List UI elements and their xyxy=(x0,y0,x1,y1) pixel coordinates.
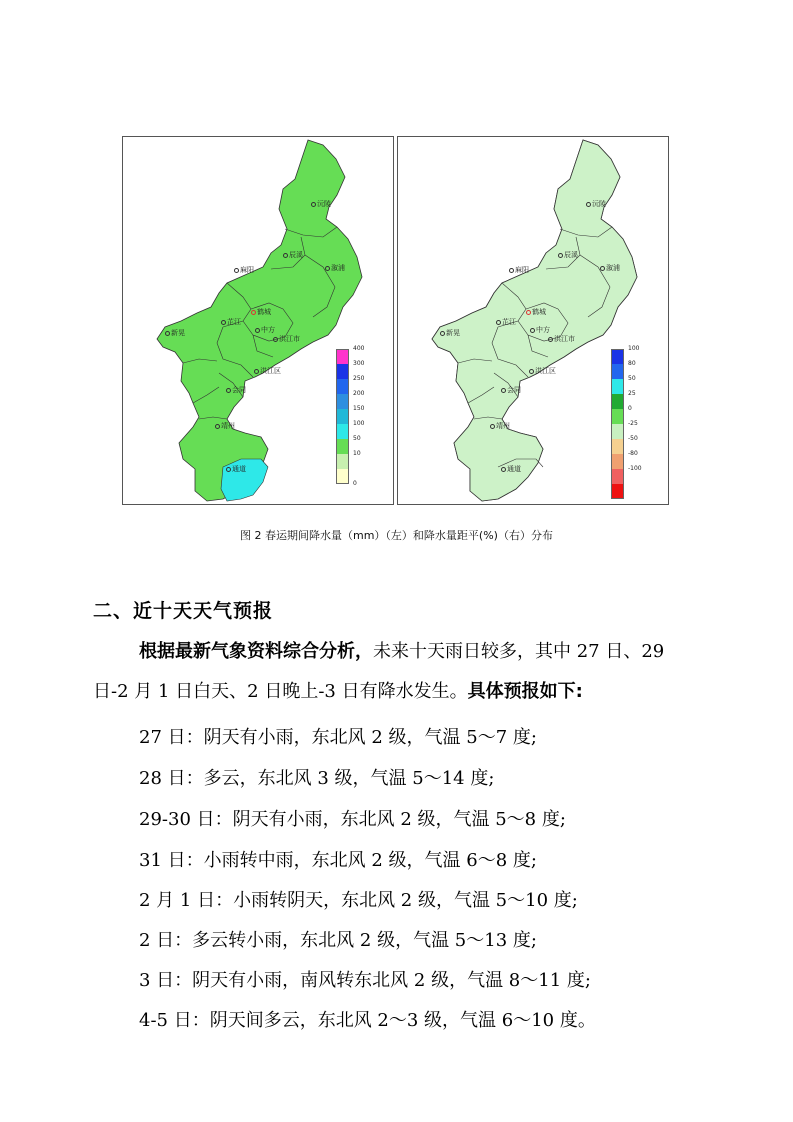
anomaly-legend-label: -100 xyxy=(628,465,642,472)
city-label-hecheng: 鹤城 xyxy=(251,307,271,317)
precipitation-legend-label: 100 xyxy=(353,420,365,427)
city-label-yuanling: 沅陵 xyxy=(311,199,331,209)
anomaly-legend-swatch xyxy=(611,439,624,454)
precipitation-legend-swatch xyxy=(336,379,349,394)
city-label-huitong: 会同 xyxy=(226,385,246,395)
city-label-hongjiangshi: 洪江市 xyxy=(273,334,300,344)
forecast-line: 3 日：阴天有小雨，南风转东北风 2 级，气温 8～11 度; xyxy=(139,970,591,991)
city-label-xinhuang-right: 新晃 xyxy=(440,328,460,338)
precipitation-legend-swatch xyxy=(336,424,349,439)
section-title: 二、近十天天气预报 xyxy=(93,600,274,622)
anomaly-legend-swatch xyxy=(611,454,624,469)
anomaly-legend-label: 0 xyxy=(628,405,632,412)
huaihua-region-shape-anomaly xyxy=(432,140,640,501)
city-label-yuanling-right: 沅陵 xyxy=(586,199,606,209)
city-label-jingzhou-right: 靖州 xyxy=(490,421,510,431)
city-label-mayang: 麻阳 xyxy=(234,265,254,275)
city-label-tongdao: 通道 xyxy=(226,464,246,474)
anomaly-legend-swatch xyxy=(611,394,624,409)
anomaly-legend-swatch xyxy=(611,364,624,379)
precipitation-legend-swatch xyxy=(336,469,349,484)
anomaly-legend-label: -25 xyxy=(628,420,638,427)
city-label-zhijiang-right: 芷江 xyxy=(496,317,516,327)
anomaly-legend-label: 50 xyxy=(628,375,636,382)
city-label-hongjiangqu: 洪江区 xyxy=(254,366,281,376)
anomaly-legend-swatch xyxy=(611,484,624,499)
city-label-tongdao-right: 通道 xyxy=(501,464,521,474)
forecast-line: 2 日：多云转小雨，东北风 2 级，气温 5～13 度; xyxy=(139,930,537,951)
forecast-line: 4-5 日：阴天间多云，东北风 2～3 级，气温 6～10 度。 xyxy=(139,1010,596,1031)
precipitation-legend-label: 150 xyxy=(353,405,365,412)
precipitation-legend-label: 0 xyxy=(353,480,357,487)
forecast-intro xyxy=(93,632,705,712)
city-label-chenxi: 辰溪 xyxy=(283,250,303,260)
intro-text: 未来十天雨日较多，其中 27 日、29 日-2 月 1 日白天、2 日晚上-3 日有降水发生。 xyxy=(93,641,665,702)
huaihua-region-shape xyxy=(157,140,365,501)
forecast-line: 29-30 日：阴天有小雨，东北风 2 级，气温 5～8 度; xyxy=(139,809,566,830)
precipitation-legend-label: 400 xyxy=(353,345,365,352)
anomaly-legend-label: 80 xyxy=(628,360,636,367)
city-label-mayang-right: 麻阳 xyxy=(509,265,529,275)
forecast-line: 27 日：阴天有小雨，东北风 2 级，气温 5～7 度; xyxy=(139,727,537,748)
anomaly-legend-swatch xyxy=(611,424,624,439)
city-label-huitong-right: 会同 xyxy=(501,385,521,395)
anomaly-legend-label: -50 xyxy=(628,435,638,442)
precipitation-legend-swatch xyxy=(336,394,349,409)
forecast-line: 2 月 1 日：小雨转阴天，东北风 2 级，气温 5～10 度; xyxy=(139,890,578,911)
anomaly-map-panel xyxy=(397,136,669,505)
precipitation-legend-swatch xyxy=(336,454,349,469)
precipitation-legend-label: 250 xyxy=(353,375,365,382)
precipitation-legend-swatch xyxy=(336,409,349,424)
anomaly-legend-swatch xyxy=(611,409,624,424)
precipitation-legend-swatch xyxy=(336,349,349,364)
precipitation-figure xyxy=(122,136,671,507)
precipitation-map-panel xyxy=(122,136,394,505)
city-label-hongjiangqu-right: 洪江区 xyxy=(529,366,556,376)
anomaly-legend-label: 25 xyxy=(628,390,636,397)
anomaly-legend-label: -80 xyxy=(628,450,638,457)
precipitation-legend-swatch xyxy=(336,364,349,379)
city-label-xupu: 溆浦 xyxy=(325,263,345,273)
city-label-chenxi-right: 辰溪 xyxy=(558,250,578,260)
forecast-line: 28 日：多云，东北风 3 级，气温 5～14 度; xyxy=(139,768,495,789)
anomaly-legend-swatch xyxy=(611,469,624,484)
precipitation-legend-label: 200 xyxy=(353,390,365,397)
city-label-xinhuang: 新晃 xyxy=(165,328,185,338)
precipitation-legend-label: 10 xyxy=(353,450,361,457)
city-label-hongjiangshi-right: 洪江市 xyxy=(548,334,575,344)
precipitation-legend-label: 300 xyxy=(353,360,365,367)
city-label-xupu-right: 溆浦 xyxy=(600,263,620,273)
city-label-zhongfang-right: 中方 xyxy=(530,325,550,335)
precipitation-legend-label: 50 xyxy=(353,435,361,442)
intro-bold-end: 具体预报如下: xyxy=(467,681,583,702)
city-label-zhongfang: 中方 xyxy=(255,325,275,335)
forecast-line: 31 日：小雨转中雨，东北风 2 级，气温 6～8 度; xyxy=(139,850,537,871)
city-label-jingzhou: 靖州 xyxy=(215,421,235,431)
anomaly-legend-swatch xyxy=(611,379,624,394)
anomaly-legend-swatch xyxy=(611,349,624,364)
intro-bold-lead: 根据最新气象资料综合分析， xyxy=(139,641,373,662)
city-label-zhijiang: 芷江 xyxy=(221,317,241,327)
anomaly-legend-label: 100 xyxy=(628,345,640,352)
precipitation-legend-swatch xyxy=(336,439,349,454)
city-label-hecheng-right: 鹤城 xyxy=(526,307,546,317)
figure-caption: 图 2 春运期间降水量（mm）（左）和降水量距平(%)（右）分布 xyxy=(240,529,553,542)
